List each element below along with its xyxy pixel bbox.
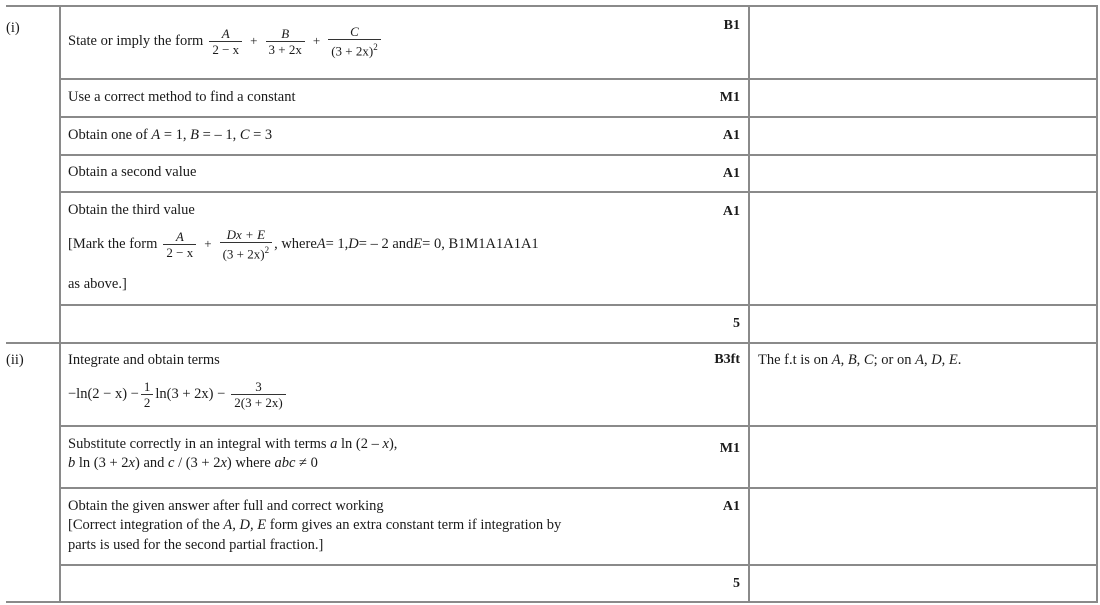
question-label-part-i: (i) <box>6 20 20 36</box>
alternative-form-note: [Mark the form $\frac{A}{2 - x}$ + $\frac{Dx + E}{(3 + 2x)^2}$ , where A = 1, D = – 2 and E = 0, B1M1A1A1A1 <box>68 226 539 262</box>
mark-m1: M1 <box>719 90 740 105</box>
guidance-follow-through: The f.t is on A, B, C; or on A, D, E. <box>758 352 962 368</box>
part-total: 5 <box>733 576 740 591</box>
answer-row-one-value: Obtain one of A = 1, B = – 1, C = 3 <box>68 127 273 143</box>
part-divider-rule <box>6 342 1098 344</box>
row-rule <box>60 191 1098 193</box>
answer-row-substitute-line2: b ln (3 + 2x) and c / (3 + 2x) where abc ≠ 0 <box>68 455 318 471</box>
answer-row-given-answer-note: [Correct integration of the A, D, E form gives an extra constant term if integration by <box>68 517 562 533</box>
fraction-three-over: $\frac{3}{2(3 + 2x)}$ <box>231 379 286 410</box>
mark-m1: M1 <box>719 441 740 456</box>
answer-row-method: Use a correct method to find a constant <box>68 89 296 105</box>
mark-a1: A1 <box>722 128 740 143</box>
answer-row-form: State or imply the form $\frac{A}{2 - x}$ + $\frac{B}{3 + 2x}$ + $\frac{C}{(3 + 2x)^2}$ <box>68 16 383 66</box>
row-rule <box>60 564 1098 566</box>
column-rule-question <box>59 5 61 603</box>
answer-row-given-answer: Obtain the given answer after full and correct working <box>68 498 384 514</box>
alternative-form-note-end: as above.] <box>68 276 127 292</box>
mark-a1: A1 <box>722 166 740 181</box>
part-total: 5 <box>733 316 740 331</box>
row-rule <box>60 116 1098 118</box>
mark-a1: A1 <box>722 204 740 219</box>
table-top-rule <box>6 5 1098 7</box>
answer-row-integrate: Integrate and obtain terms <box>68 352 220 368</box>
table-bottom-rule <box>6 601 1098 603</box>
fraction-dx-plus-e: $\frac{Dx + E}{(3 + 2x)^2}$ <box>220 227 273 261</box>
fraction-half: $\frac{1}{2}$ <box>141 379 154 410</box>
answer-row-given-answer-note-end: parts is used for the second partial fraction.] <box>68 537 324 553</box>
column-rule-right-edge <box>1096 5 1098 603</box>
fraction-a: $\frac{A}{2 - x}$ <box>163 229 196 260</box>
fraction-a: $\frac{A}{2 - x}$ <box>209 26 242 57</box>
column-rule-mark <box>748 5 750 603</box>
integrated-terms: −ln(2 − x) − $\frac{1}{2}$ ln(3 + 2x) − $\frac{3}{2(3 + 2x)}$ <box>68 372 288 416</box>
mark-b3ft: B3ft <box>714 352 740 367</box>
row-rule <box>60 78 1098 80</box>
row-rule <box>60 487 1098 489</box>
row-rule <box>60 304 1098 306</box>
answer-text: State or imply the form <box>68 32 204 49</box>
fraction-c: $\frac{C}{(3 + 2x)^2}$ <box>328 24 381 58</box>
answer-row-third-value: Obtain the third value <box>68 202 195 218</box>
mark-a1: A1 <box>722 499 740 514</box>
row-rule <box>60 425 1098 427</box>
question-label-part-ii: (ii) <box>6 352 24 368</box>
fraction-b: $\frac{B}{3 + 2x}$ <box>266 26 305 57</box>
row-rule <box>60 154 1098 156</box>
mark-b1: B1 <box>723 18 740 33</box>
answer-row-substitute: Substitute correctly in an integral with terms a ln (2 – x), <box>68 436 398 452</box>
answer-row-second-value: Obtain a second value <box>68 164 197 180</box>
